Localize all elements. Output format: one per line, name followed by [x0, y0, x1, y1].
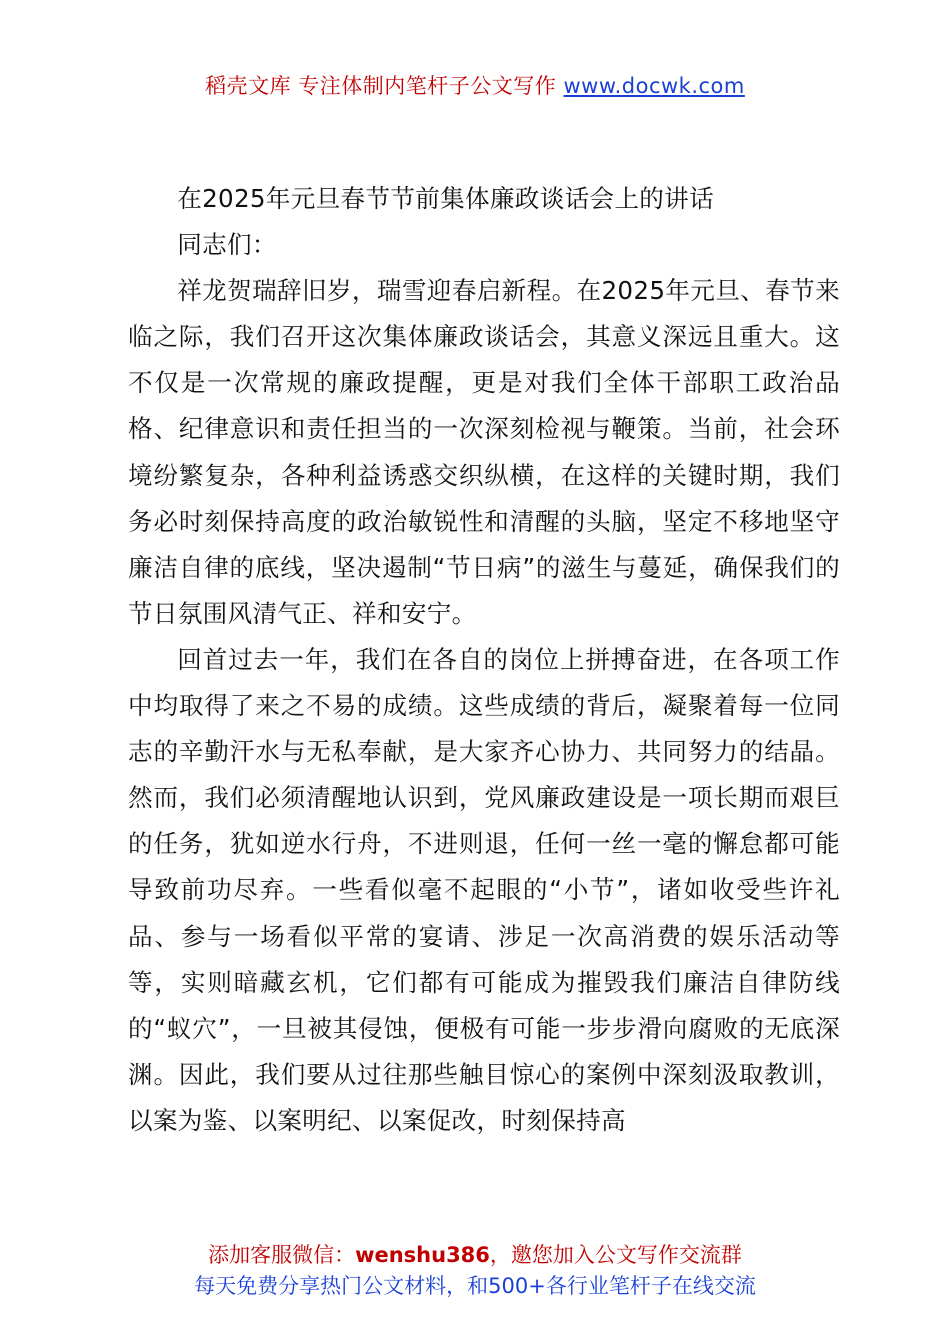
- footer-suffix: ，邀您加入公文写作交流群: [489, 1243, 742, 1267]
- document-body: [128, 176, 840, 1144]
- salutation: 同志们：: [177, 230, 277, 260]
- footer-promo-line: 每天免费分享热门公文材料，和500+各行业笔杆子在线交流: [194, 1274, 756, 1298]
- paragraph: 祥龙贺瑞辞旧岁，瑞雪迎春启新程。在2025年元旦、春节来临之际，我们召开这次集体廉政谈话会，其意义深远且重大。这不仅是一次常规的廉政提醒，更是对我们全体干部职工政治品格、纪律意识和责任担当的一次深刻检视与鞭策。当前，社会环境纷繁复杂，各种利益诱惑交织纵横，在这样的关键时期，我们务必时刻保持高度的政治敏锐性和清醒的头脑，坚定不移地坚守廉洁自律的底线，坚决遏制“节日病”的滋生与蔓延，确保我们的节日氛围风清气正、祥和安宁。: [128, 276, 840, 628]
- document-title: 在2025年元旦春节节前集体廉政谈话会上的讲话: [177, 184, 714, 213]
- wechat-id: wenshu386: [355, 1243, 490, 1267]
- site-link[interactable]: www.docwk.com: [563, 74, 745, 98]
- footer-prefix: 添加客服微信：: [208, 1243, 356, 1267]
- site-header: [0, 70, 950, 100]
- site-footer: [0, 1240, 950, 1302]
- footer-contact-line: [0, 1240, 950, 1271]
- paragraph: 回首过去一年，我们在各自的岗位上拼搏奋进，在各项工作中均取得了来之不易的成绩。这些成绩的背后，凝聚着每一位同志的辛勤汗水与无私奉献，是大家齐心协力、共同努力的结晶。然而，我们必须清醒地认识到，党风廉政建设是一项长期而艰巨的任务，犹如逆水行舟，不进则退，任何一丝一毫的懈怠都可能导致前功尽弃。一些看似毫不起眼的“小节”，诸如收受些许礼品、参与一场看似平常的宴请、涉足一次高消费的娱乐活动等等，实则暗藏玄机，它们都有可能成为摧毁我们廉洁自律防线的“蚁穴”，一旦被其侵蚀，便极有可能一步步滑向腐败的无底深渊。因此，我们要从过往那些触目惊心的案例中深刻汲取教训，以案为鉴、以案明纪、以案促改，时刻保持高: [128, 644, 840, 1135]
- brand-text: 稻壳文库 专注体制内笔杆子公文写作: [205, 74, 557, 98]
